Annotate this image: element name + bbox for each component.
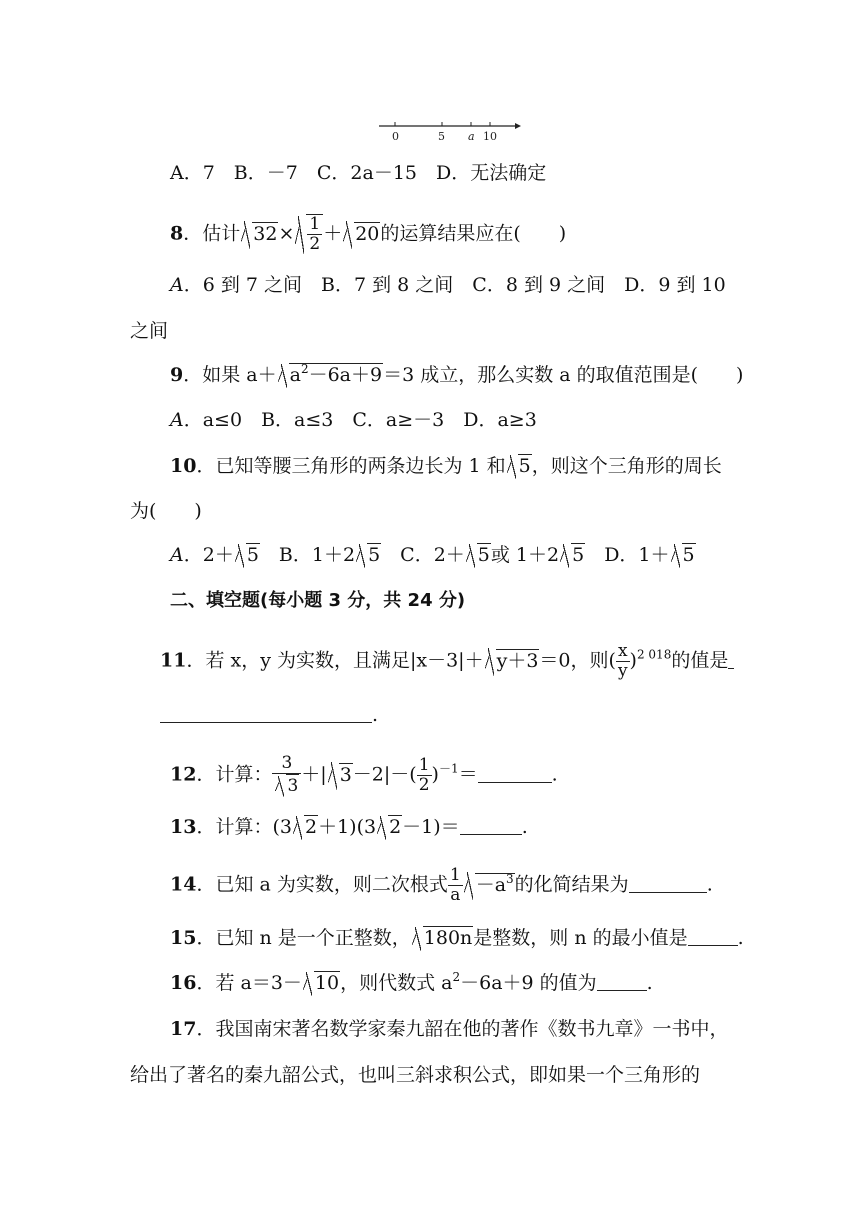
tick-label-0: 0 [392, 130, 399, 143]
tick-label-5: 5 [438, 130, 445, 143]
q8-sqrt-frac: $\frac{1}{2}$ [295, 214, 323, 254]
q12-answer-blank[interactable] [478, 764, 552, 783]
q11-answer-blank[interactable] [160, 704, 372, 723]
q13-answer-blank[interactable] [460, 816, 522, 835]
tick-label-10: 10 [483, 130, 497, 143]
q15-stem: 15．已知 n 是一个正整数， 180n是整数，则 n 的最小值是 . [170, 927, 744, 949]
q17-number: 17 [170, 1018, 197, 1040]
q9-sqrt: $a^2-6a+9$ [278, 362, 383, 388]
section-2-title: 二、填空题(每小题 3 分，共 24 分) [170, 590, 466, 611]
q11-answer-blank-start[interactable] [728, 650, 734, 669]
q12-number: 12 [170, 763, 197, 786]
q8-options-2: 之间 [130, 320, 169, 342]
q16-number: 16 [170, 972, 197, 994]
q8-options-1: A．6 到 7 之间 B．7 到 8 之间 C．8 到 9 之间 D．9 到 10 [170, 274, 726, 296]
q15-number: 15 [170, 927, 197, 949]
q16-answer-blank[interactable] [597, 972, 647, 991]
q11-number: 11 [160, 649, 187, 672]
q12-stem: 12．计算： $\frac{3}{3}$ ＋| 3－2|－( $\frac{1}{2}$ )$^{-1}$＝ . [170, 753, 558, 796]
q14-answer-blank[interactable] [629, 874, 707, 893]
q10-stem-2: 为( ) [130, 500, 202, 522]
q8-sqrt-1: 32 [241, 219, 278, 249]
q17-stem-2: 给出了著名的秦九韶公式，也叫三斜求积公式，即如果一个三角形的 [130, 1064, 701, 1086]
q13-number: 13 [170, 816, 197, 838]
q7-options: A．7 B．－7 C．2a－15 D．无法确定 [170, 162, 547, 184]
q9-stem: 9．如果 $a+ a^2-6a+9=3$ 成立，那么实数 a 的取值范围是( ) [170, 362, 744, 386]
q8-number: 8 [170, 222, 184, 245]
q10-stem: 10．已知等腰三角形的两条边长为 1 和 5，则这个三角形的周长 [170, 455, 722, 477]
q14-number: 14 [170, 873, 197, 896]
q9-number: 9 [170, 364, 184, 386]
q8-stem: 8．估计 32× $\frac{1}{2}$ ＋ 20的运算结果应在( ) [170, 214, 567, 254]
q11-answer-line: . [160, 702, 378, 728]
number-line-arrow [515, 123, 521, 129]
tick-label-a: a [468, 130, 475, 143]
q13-stem: 13．计算：(3 2＋1)(3 2－1)＝ . [170, 816, 528, 838]
number-line-figure [375, 118, 525, 146]
q10-options: A．2＋ 5 B．1＋2 5 C．2＋ 5或 1＋2 5 D．1＋ 5 [170, 544, 695, 566]
q10-number: 10 [170, 455, 197, 477]
q8-sqrt-2: 20 [343, 219, 380, 249]
q15-answer-blank[interactable] [688, 927, 738, 946]
q9-options: A．a≤0 B．a≤3 C．a≥－3 D．a≥3 [170, 409, 537, 431]
q17-stem: 17．我国南宋著名数学家秦九韶在他的著作《数书九章》一书中， [170, 1018, 729, 1040]
q14-stem: 14．已知 a 为实数，则二次根式 $\frac{1}{a}$ $-a^3$的化简结果为 . [170, 865, 713, 905]
q16-stem: 16．若 a＝3－ 10，则代数式 $a^2-6a+9$ 的值为 . [170, 970, 653, 994]
q11-stem: 11．若 x，y 为实数，且满足|x－3|＋ y＋3＝0，则( $\frac{x}{y}$ )$^{2 018}$的值是 [160, 642, 734, 681]
